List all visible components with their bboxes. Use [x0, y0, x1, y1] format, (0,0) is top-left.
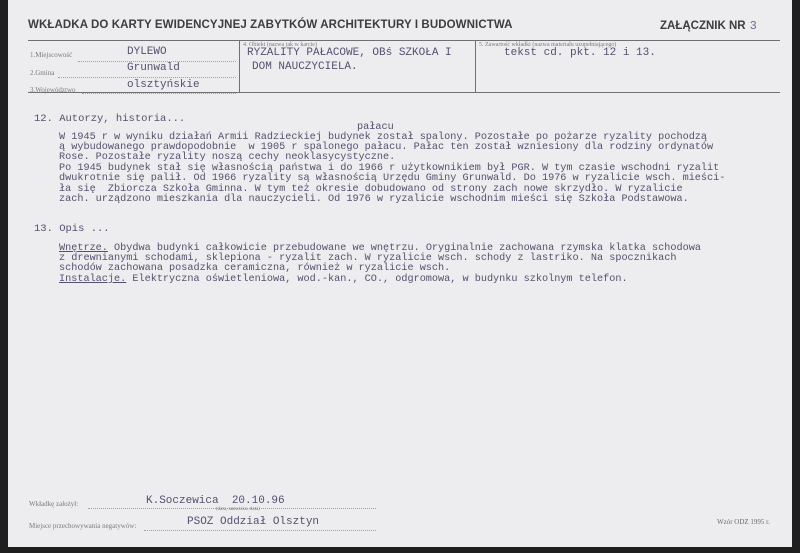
installations-text: Elektryczna oświetleniowa, wod.-kan., CO., odgromowa, w budynku szkolnym telefon. [126, 274, 628, 285]
commune-value: Grunwald [127, 62, 180, 74]
voivodeship-underline [82, 93, 236, 94]
history-line: ła się Zbiorcza Szkoła Gminna. W tym też okresie dobudowano od strony zach nowe skrzydło. W ryzalicie [59, 184, 683, 195]
annex-label [660, 19, 757, 33]
history-line: Rose. Pozostałe ryzality noszą cechy neoklasycystyczne. [59, 152, 396, 163]
section-12-title: 12. Autorzy, historia... [34, 113, 186, 125]
inventory-card-insert [8, 0, 792, 547]
interior-heading: Wnętrze. [59, 243, 108, 254]
locality-value: DYLEWO [127, 46, 167, 58]
compiled-by-label: Wkładkę założył: [29, 500, 79, 508]
negatives-underline [144, 530, 376, 531]
voivodeship-value: olsztyńskie [127, 79, 200, 91]
negatives-label: Miejsce przechowywania negatywów: [29, 522, 137, 530]
voivodeship-label: 3.Województwo [30, 86, 76, 94]
section-12-insertion: pałacu [357, 122, 394, 133]
header-top-rule [28, 40, 780, 41]
history-line: ą wybudowanego prawdopodobnie w 1905 r spalonego pałacu. Pałac ten został wzniesiony dla rodziny ordynatów [59, 142, 714, 153]
history-line: Po 1945 budynek stał się własnością państwa i do 1966 r użytkownikiem był PGR. W tym czasie wschodni ryzalit [59, 163, 720, 174]
header-divider-1 [239, 40, 240, 92]
history-line: W 1945 r w wyniku działań Armii Radzieckiej budynek został spalony. Pozostałe po pożarze ryzality pochodzą [59, 132, 708, 143]
commune-underline [58, 77, 236, 78]
form-version-note: Wzór ODZ 1995 r. [717, 518, 770, 526]
interior-line: schodów zachowana posadzka ceramiczna, również w ryzalicie wsch. [59, 263, 451, 274]
section-13-title: 13. Opis ... [34, 223, 110, 235]
negatives-value: PSOZ Oddział Olsztyn [187, 516, 320, 528]
compiled-by-value: K.Soczewica 20.10.96 [146, 495, 285, 507]
interior-line: z drewnianymi schodami, sklepiona - ryzalit zach. W ryzalicie wsch. schody z lastriko. Na spocznikach [59, 253, 677, 264]
signature-caption: (data, nazwisko, data) [216, 507, 260, 512]
installations-line [59, 275, 628, 286]
installations-heading: Instalacje. [59, 274, 127, 285]
locality-label: 1.Miejscowość [30, 51, 73, 59]
commune-label: 2.Gmina [30, 69, 55, 77]
object-label: 4. Obiekt (nazwa jak w karcie) [243, 42, 317, 48]
history-line: zach. urządzono mieszkania dla nauczycieli. Od 1976 w ryzalicie wschodnim mieści się Szkoła Podstawowa. [59, 194, 689, 205]
object-value-line-2: DOM NAUCZYCIELA. [252, 61, 358, 73]
header-divider-2 [475, 40, 476, 92]
annex-number: 3 [749, 19, 757, 33]
object-value-line-1: RYZALITY PAŁACOWE, OBś SZKOŁA I [247, 47, 452, 59]
form-title: WKŁADKA DO KARTY EWIDENCYJNEJ ZABYTKÓW ARCHITEKTURY I BUDOWNICTWA [28, 19, 513, 31]
history-line: dwukrotnie się palił. Od 1966 ryzality są własnością Urzędu Gminy Grunwald. Do 1976 w ryzalicie wsch. mieści- [59, 173, 726, 184]
insert-content-label: 5. Zawartość wkładki (nazwa materiału uzupełniającego) [479, 42, 617, 48]
interior-text: Obydwa budynki całkowicie przebudowane we wnętrzu. Oryginalnie zachowana rzymska klatka schodowa [107, 243, 701, 254]
annex-label-text: ZAŁĄCZNIK NR [660, 20, 746, 32]
insert-content-value: tekst cd. pkt. 12 i 13. [504, 47, 656, 59]
